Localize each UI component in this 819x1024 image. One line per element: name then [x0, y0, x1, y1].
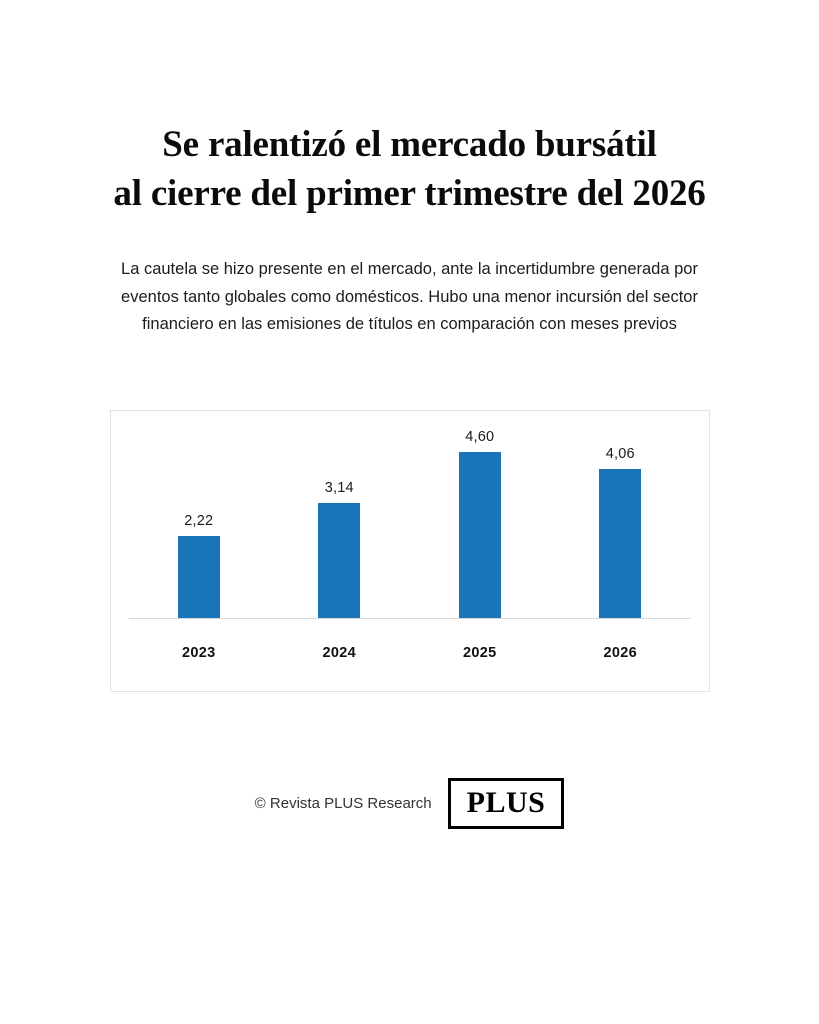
category-label: 2023: [182, 645, 216, 662]
category-label: 2025: [463, 645, 497, 662]
bar-value-label: 3,14: [324, 480, 354, 497]
bar: [459, 452, 501, 618]
bar-value-label: 4,60: [465, 429, 495, 446]
bar-chart: [110, 410, 710, 692]
chart-category-labels: [129, 645, 691, 661]
bar: [599, 469, 641, 618]
chart-plot-area: [111, 411, 709, 691]
category-label: 2024: [322, 645, 356, 662]
chart-axis-line: [129, 618, 691, 619]
page-title: [0, 0, 819, 218]
bar-group: [269, 429, 410, 618]
page-subtitle: La cautela se hizo presente en el mercado, ante la incertidumbre generada por eventos tanto globales como domésticos. Hubo una menor incursión del sector financiero en las emisiones de títulos en comparación con meses previos: [121, 260, 698, 333]
bar-value-label: 2,22: [184, 513, 214, 530]
plus-logo: PLUS: [448, 778, 565, 829]
credit-text: © Revista PLUS Research: [254, 795, 432, 813]
page-title-line-1: Se ralentizó el mercado bursátil: [162, 124, 657, 165]
bar: [178, 536, 220, 618]
bar-group: [129, 429, 270, 618]
bar-group: [550, 429, 691, 618]
bar-group: [410, 429, 551, 618]
footer: [0, 778, 819, 829]
page-title-line-2: al cierre del primer trimestre del 2026: [113, 173, 706, 215]
bar-value-label: 4,06: [605, 446, 635, 463]
chart-bars: [129, 429, 691, 618]
category-label: 2026: [603, 645, 637, 662]
bar: [318, 503, 360, 618]
